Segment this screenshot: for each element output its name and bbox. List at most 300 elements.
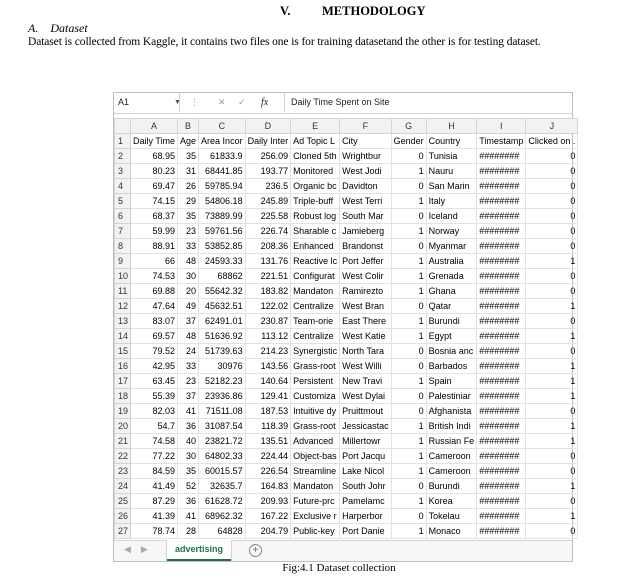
header-cell[interactable]: City xyxy=(340,134,392,149)
data-cell[interactable]: 77.22 xyxy=(131,449,178,464)
data-cell[interactable]: 48 xyxy=(178,254,199,269)
data-cell[interactable]: 1 xyxy=(391,164,426,179)
data-cell[interactable]: 55642.32 xyxy=(199,284,246,299)
row-header[interactable]: 5 xyxy=(115,194,131,209)
data-cell[interactable]: 1 xyxy=(526,374,578,389)
data-cell[interactable]: 30 xyxy=(178,269,199,284)
data-cell[interactable]: 208.36 xyxy=(245,239,291,254)
data-cell[interactable]: Enhanced xyxy=(291,239,340,254)
data-cell[interactable]: 1 xyxy=(391,494,426,509)
more-options-icon[interactable]: ⋮ xyxy=(190,97,199,107)
data-cell[interactable]: Centralize xyxy=(291,329,340,344)
row-header[interactable]: 23 xyxy=(115,464,131,479)
data-cell[interactable]: 68441.85 xyxy=(199,164,246,179)
data-cell[interactable]: ######## xyxy=(477,239,526,254)
data-cell[interactable]: 164.83 xyxy=(245,479,291,494)
data-cell[interactable]: 183.82 xyxy=(245,284,291,299)
data-cell[interactable]: Pruittmout xyxy=(340,404,392,419)
data-cell[interactable]: 1 xyxy=(526,419,578,434)
data-cell[interactable]: ######## xyxy=(477,149,526,164)
data-cell[interactable]: 82.03 xyxy=(131,404,178,419)
data-cell[interactable]: 0 xyxy=(391,404,426,419)
data-cell[interactable]: 23936.86 xyxy=(199,389,246,404)
header-cell[interactable]: Area Incor xyxy=(199,134,246,149)
data-cell[interactable]: 31 xyxy=(178,164,199,179)
data-cell[interactable]: 1 xyxy=(526,479,578,494)
data-cell[interactable]: South Mar xyxy=(340,209,392,224)
data-cell[interactable]: 26 xyxy=(178,179,199,194)
data-cell[interactable]: Robust log xyxy=(291,209,340,224)
header-cell[interactable]: Clicked on . xyxy=(526,134,578,149)
data-cell[interactable]: 62491.01 xyxy=(199,314,246,329)
data-cell[interactable]: Port Danie xyxy=(340,524,392,539)
data-cell[interactable]: 0 xyxy=(526,269,578,284)
data-cell[interactable]: 113.12 xyxy=(245,329,291,344)
data-cell[interactable]: 0 xyxy=(526,314,578,329)
column-header[interactable]: I xyxy=(477,119,526,134)
data-cell[interactable]: ######## xyxy=(477,404,526,419)
data-cell[interactable]: Grenada xyxy=(426,269,477,284)
data-cell[interactable]: 1 xyxy=(526,299,578,314)
data-cell[interactable]: Egypt xyxy=(426,329,477,344)
data-cell[interactable]: ######## xyxy=(477,389,526,404)
data-cell[interactable]: 37 xyxy=(178,389,199,404)
name-box[interactable]: A1 xyxy=(114,93,180,112)
data-cell[interactable]: Monitored xyxy=(291,164,340,179)
column-header[interactable]: H xyxy=(426,119,477,134)
data-cell[interactable]: Bosnia anc xyxy=(426,344,477,359)
data-cell[interactable]: Australia xyxy=(426,254,477,269)
data-cell[interactable]: 71511.08 xyxy=(199,404,246,419)
data-cell[interactable]: Tunisia xyxy=(426,149,477,164)
data-cell[interactable]: Triple-buff xyxy=(291,194,340,209)
data-cell[interactable]: 1 xyxy=(526,359,578,374)
data-cell[interactable]: 69.88 xyxy=(131,284,178,299)
data-cell[interactable]: 1 xyxy=(391,284,426,299)
data-cell[interactable]: Jamieberg xyxy=(340,224,392,239)
data-cell[interactable]: Ramirezto xyxy=(340,284,392,299)
row-header[interactable]: 26 xyxy=(115,509,131,524)
data-cell[interactable]: 1 xyxy=(391,269,426,284)
data-cell[interactable]: Ghana xyxy=(426,284,477,299)
row-header[interactable]: 10 xyxy=(115,269,131,284)
data-cell[interactable]: 0 xyxy=(391,209,426,224)
data-cell[interactable]: 0 xyxy=(526,404,578,419)
data-cell[interactable]: 74.53 xyxy=(131,269,178,284)
row-header[interactable]: 19 xyxy=(115,404,131,419)
data-cell[interactable]: 79.52 xyxy=(131,344,178,359)
data-cell[interactable]: Wrightbur xyxy=(340,149,392,164)
data-cell[interactable]: 135.51 xyxy=(245,434,291,449)
row-header[interactable]: 13 xyxy=(115,314,131,329)
data-cell[interactable]: 32635.7 xyxy=(199,479,246,494)
data-cell[interactable]: Harperbor xyxy=(340,509,392,524)
column-header[interactable]: C xyxy=(199,119,246,134)
data-cell[interactable]: 0 xyxy=(526,284,578,299)
data-cell[interactable]: 1 xyxy=(391,314,426,329)
data-cell[interactable]: ######## xyxy=(477,479,526,494)
data-cell[interactable]: 29 xyxy=(178,194,199,209)
data-cell[interactable]: Grass-root xyxy=(291,359,340,374)
row-header[interactable]: 25 xyxy=(115,494,131,509)
data-cell[interactable]: 204.79 xyxy=(245,524,291,539)
data-cell[interactable]: ######## xyxy=(477,359,526,374)
data-cell[interactable]: Barbados xyxy=(426,359,477,374)
data-cell[interactable]: 23821.72 xyxy=(199,434,246,449)
data-cell[interactable]: 1 xyxy=(391,419,426,434)
data-cell[interactable]: 69.57 xyxy=(131,329,178,344)
data-cell[interactable]: New Travi xyxy=(340,374,392,389)
data-cell[interactable]: West Dylai xyxy=(340,389,392,404)
data-cell[interactable]: 24593.33 xyxy=(199,254,246,269)
row-header[interactable]: 7 xyxy=(115,224,131,239)
column-header[interactable]: F xyxy=(340,119,392,134)
data-cell[interactable]: 1 xyxy=(391,194,426,209)
data-cell[interactable]: Port Jeffer xyxy=(340,254,392,269)
data-cell[interactable]: 87.29 xyxy=(131,494,178,509)
data-cell[interactable]: ######## xyxy=(477,509,526,524)
check-icon[interactable]: ✓ xyxy=(238,97,246,107)
data-cell[interactable]: 0 xyxy=(526,194,578,209)
data-cell[interactable]: 0 xyxy=(391,179,426,194)
data-cell[interactable]: 118.39 xyxy=(245,419,291,434)
data-cell[interactable]: 55.39 xyxy=(131,389,178,404)
data-cell[interactable]: ######## xyxy=(477,434,526,449)
data-cell[interactable]: Spain xyxy=(426,374,477,389)
data-cell[interactable]: Intuitive dy xyxy=(291,404,340,419)
data-cell[interactable]: 45632.51 xyxy=(199,299,246,314)
data-cell[interactable]: 36 xyxy=(178,419,199,434)
row-header[interactable]: 8 xyxy=(115,239,131,254)
data-cell[interactable]: 1 xyxy=(526,434,578,449)
data-cell[interactable]: Persistent xyxy=(291,374,340,389)
row-header[interactable]: 4 xyxy=(115,179,131,194)
data-cell[interactable]: Mandaton xyxy=(291,284,340,299)
header-cell[interactable]: Gender xyxy=(391,134,426,149)
data-cell[interactable]: 1 xyxy=(391,449,426,464)
data-cell[interactable]: 60015.57 xyxy=(199,464,246,479)
row-header[interactable]: 17 xyxy=(115,374,131,389)
data-cell[interactable]: 30976 xyxy=(199,359,246,374)
data-cell[interactable]: Team-orie xyxy=(291,314,340,329)
data-cell[interactable]: Port Jacqu xyxy=(340,449,392,464)
data-cell[interactable]: 0 xyxy=(391,479,426,494)
data-cell[interactable]: Advanced xyxy=(291,434,340,449)
data-cell[interactable]: 221.51 xyxy=(245,269,291,284)
data-cell[interactable]: 23 xyxy=(178,224,199,239)
data-cell[interactable]: ######## xyxy=(477,314,526,329)
data-cell[interactable]: Cameroon xyxy=(426,464,477,479)
data-cell[interactable]: Russian Fe xyxy=(426,434,477,449)
data-cell[interactable]: Palestiniar xyxy=(426,389,477,404)
data-cell[interactable]: 0 xyxy=(391,509,426,524)
data-cell[interactable]: North Tara xyxy=(340,344,392,359)
data-cell[interactable]: 225.58 xyxy=(245,209,291,224)
header-cell[interactable]: Ad Topic L xyxy=(291,134,340,149)
data-cell[interactable]: ######## xyxy=(477,284,526,299)
data-cell[interactable]: 84.59 xyxy=(131,464,178,479)
data-cell[interactable]: 37 xyxy=(178,314,199,329)
data-cell[interactable]: ######## xyxy=(477,209,526,224)
data-cell[interactable]: 122.02 xyxy=(245,299,291,314)
data-cell[interactable]: Synergistic xyxy=(291,344,340,359)
add-sheet-icon[interactable]: + xyxy=(249,544,262,557)
sheet-tab-advertising[interactable]: advertising xyxy=(167,540,231,561)
chevron-down-icon[interactable]: ▼ xyxy=(174,99,181,106)
data-cell[interactable]: 59785.94 xyxy=(199,179,246,194)
data-cell[interactable]: 0 xyxy=(526,344,578,359)
data-cell[interactable]: West Katie xyxy=(340,329,392,344)
column-header[interactable]: J xyxy=(526,119,578,134)
row-header[interactable]: 18 xyxy=(115,389,131,404)
row-header[interactable]: 24 xyxy=(115,479,131,494)
data-cell[interactable]: 52 xyxy=(178,479,199,494)
data-cell[interactable]: Sharable c xyxy=(291,224,340,239)
data-cell[interactable]: 51739.63 xyxy=(199,344,246,359)
data-cell[interactable]: 41.49 xyxy=(131,479,178,494)
row-header[interactable]: 15 xyxy=(115,344,131,359)
data-cell[interactable]: Future-prc xyxy=(291,494,340,509)
data-cell[interactable]: 41.39 xyxy=(131,509,178,524)
column-header[interactable]: G xyxy=(391,119,426,134)
data-cell[interactable]: West Jodi xyxy=(340,164,392,179)
data-cell[interactable]: 1 xyxy=(526,254,578,269)
column-header[interactable]: B xyxy=(178,119,199,134)
data-cell[interactable]: 245.89 xyxy=(245,194,291,209)
data-cell[interactable]: 214.23 xyxy=(245,344,291,359)
cancel-icon[interactable]: ✕ xyxy=(218,97,226,107)
data-cell[interactable]: 64828 xyxy=(199,524,246,539)
data-cell[interactable]: 1 xyxy=(391,374,426,389)
data-cell[interactable]: Myanmar xyxy=(426,239,477,254)
data-cell[interactable]: Millertowr xyxy=(340,434,392,449)
header-cell[interactable]: Daily Time xyxy=(131,134,178,149)
row-header[interactable]: 9 xyxy=(115,254,131,269)
data-cell[interactable]: 52182.23 xyxy=(199,374,246,389)
data-cell[interactable]: 1 xyxy=(526,329,578,344)
header-cell[interactable]: Daily Inter xyxy=(245,134,291,149)
header-cell[interactable]: Age xyxy=(178,134,199,149)
row-header[interactable]: 11 xyxy=(115,284,131,299)
column-header[interactable]: E xyxy=(291,119,340,134)
data-cell[interactable]: 0 xyxy=(526,209,578,224)
data-cell[interactable]: Public-key xyxy=(291,524,340,539)
row-header[interactable]: 12 xyxy=(115,299,131,314)
data-cell[interactable]: 30 xyxy=(178,449,199,464)
data-cell[interactable]: West Terri xyxy=(340,194,392,209)
data-cell[interactable]: 74.58 xyxy=(131,434,178,449)
data-cell[interactable]: 68.37 xyxy=(131,209,178,224)
data-cell[interactable]: 0 xyxy=(526,524,578,539)
data-cell[interactable]: British Indi xyxy=(426,419,477,434)
row-header[interactable]: 20 xyxy=(115,419,131,434)
data-cell[interactable]: Tokelau xyxy=(426,509,477,524)
data-cell[interactable]: 0 xyxy=(391,344,426,359)
data-cell[interactable]: 1 xyxy=(391,254,426,269)
data-cell[interactable]: Korea xyxy=(426,494,477,509)
data-cell[interactable]: San Marin xyxy=(426,179,477,194)
data-cell[interactable]: Afghanista xyxy=(426,404,477,419)
data-cell[interactable]: ######## xyxy=(477,449,526,464)
data-cell[interactable]: 256.09 xyxy=(245,149,291,164)
data-cell[interactable]: 230.87 xyxy=(245,314,291,329)
data-cell[interactable]: 36 xyxy=(178,494,199,509)
formula-input[interactable]: Daily Time Spent on Site xyxy=(284,93,390,112)
data-cell[interactable]: Qatar xyxy=(426,299,477,314)
data-cell[interactable]: ######## xyxy=(477,269,526,284)
data-cell[interactable]: 48 xyxy=(178,329,199,344)
data-cell[interactable]: 224.44 xyxy=(245,449,291,464)
data-cell[interactable]: 33 xyxy=(178,359,199,374)
data-cell[interactable]: Exclusive r xyxy=(291,509,340,524)
data-cell[interactable]: 41 xyxy=(178,404,199,419)
data-cell[interactable]: 129.41 xyxy=(245,389,291,404)
data-cell[interactable]: 193.77 xyxy=(245,164,291,179)
data-cell[interactable]: 0 xyxy=(526,224,578,239)
data-cell[interactable]: Reactive lc xyxy=(291,254,340,269)
data-cell[interactable]: 0 xyxy=(391,299,426,314)
data-cell[interactable]: Cameroon xyxy=(426,449,477,464)
data-cell[interactable]: ######## xyxy=(477,464,526,479)
data-cell[interactable]: ######## xyxy=(477,224,526,239)
data-cell[interactable]: Burundi xyxy=(426,479,477,494)
data-cell[interactable]: 0 xyxy=(391,149,426,164)
data-cell[interactable]: 68.95 xyxy=(131,149,178,164)
data-cell[interactable]: 64802.33 xyxy=(199,449,246,464)
data-cell[interactable]: 68962.32 xyxy=(199,509,246,524)
column-header[interactable]: D xyxy=(245,119,291,134)
data-cell[interactable]: 78.74 xyxy=(131,524,178,539)
data-cell[interactable]: 51636.92 xyxy=(199,329,246,344)
row-header[interactable]: 16 xyxy=(115,359,131,374)
select-all-corner[interactable] xyxy=(115,119,131,134)
data-cell[interactable]: Italy xyxy=(426,194,477,209)
row-header[interactable]: 22 xyxy=(115,449,131,464)
data-cell[interactable]: 0 xyxy=(391,359,426,374)
data-cell[interactable]: 61628.72 xyxy=(199,494,246,509)
data-cell[interactable]: 226.74 xyxy=(245,224,291,239)
data-cell[interactable]: South Johr xyxy=(340,479,392,494)
row-header[interactable]: 6 xyxy=(115,209,131,224)
data-cell[interactable]: 74.15 xyxy=(131,194,178,209)
data-cell[interactable]: Organic bc xyxy=(291,179,340,194)
data-cell[interactable]: 63.45 xyxy=(131,374,178,389)
data-cell[interactable]: West Bran xyxy=(340,299,392,314)
data-cell[interactable]: 23 xyxy=(178,374,199,389)
data-cell[interactable]: 66 xyxy=(131,254,178,269)
data-cell[interactable]: 1 xyxy=(391,524,426,539)
data-cell[interactable]: 28 xyxy=(178,524,199,539)
data-cell[interactable]: Mandaton xyxy=(291,479,340,494)
data-cell[interactable]: 24 xyxy=(178,344,199,359)
data-cell[interactable]: 35 xyxy=(178,464,199,479)
data-cell[interactable]: 1 xyxy=(526,509,578,524)
data-cell[interactable]: 1 xyxy=(391,329,426,344)
data-cell[interactable]: 0 xyxy=(526,449,578,464)
data-cell[interactable]: Brandonst xyxy=(340,239,392,254)
fx-label[interactable]: fx xyxy=(261,97,269,108)
row-header[interactable]: 27 xyxy=(115,524,131,539)
data-cell[interactable]: 31087.54 xyxy=(199,419,246,434)
column-header[interactable]: A xyxy=(131,119,178,134)
row-header[interactable]: 2 xyxy=(115,149,131,164)
data-cell[interactable]: Lake Nicol xyxy=(340,464,392,479)
data-cell[interactable]: Centralize xyxy=(291,299,340,314)
row-header[interactable]: 3 xyxy=(115,164,131,179)
data-cell[interactable]: ######## xyxy=(477,524,526,539)
data-cell[interactable]: Pamelamc xyxy=(340,494,392,509)
data-cell[interactable]: Object-bas xyxy=(291,449,340,464)
data-cell[interactable]: ######## xyxy=(477,194,526,209)
data-cell[interactable]: ######## xyxy=(477,344,526,359)
data-cell[interactable]: 0 xyxy=(391,389,426,404)
data-cell[interactable]: 54.7 xyxy=(131,419,178,434)
row-header[interactable]: 1 xyxy=(115,134,131,149)
data-cell[interactable]: Cloned 5th xyxy=(291,149,340,164)
data-cell[interactable]: 0 xyxy=(391,239,426,254)
data-cell[interactable]: 187.53 xyxy=(245,404,291,419)
data-cell[interactable]: ######## xyxy=(477,179,526,194)
data-cell[interactable]: 35 xyxy=(178,209,199,224)
data-cell[interactable]: Norway xyxy=(426,224,477,239)
data-cell[interactable]: Configurat xyxy=(291,269,340,284)
data-cell[interactable]: 0 xyxy=(526,179,578,194)
data-cell[interactable]: 0 xyxy=(526,164,578,179)
data-cell[interactable]: 80.23 xyxy=(131,164,178,179)
data-cell[interactable]: 54806.18 xyxy=(199,194,246,209)
header-cell[interactable]: Timestamp xyxy=(477,134,526,149)
data-cell[interactable]: Davidton xyxy=(340,179,392,194)
data-cell[interactable]: 41 xyxy=(178,509,199,524)
data-cell[interactable]: 47.64 xyxy=(131,299,178,314)
data-cell[interactable]: ######## xyxy=(477,164,526,179)
data-cell[interactable]: West Willi xyxy=(340,359,392,374)
data-cell[interactable]: West Colir xyxy=(340,269,392,284)
data-cell[interactable]: 83.07 xyxy=(131,314,178,329)
data-cell[interactable]: 69.47 xyxy=(131,179,178,194)
data-cell[interactable]: 40 xyxy=(178,434,199,449)
data-cell[interactable]: Jessicastac xyxy=(340,419,392,434)
data-cell[interactable]: 1 xyxy=(526,389,578,404)
data-cell[interactable]: 131.76 xyxy=(245,254,291,269)
data-cell[interactable]: 33 xyxy=(178,239,199,254)
data-cell[interactable]: 59.99 xyxy=(131,224,178,239)
data-cell[interactable]: 42.95 xyxy=(131,359,178,374)
data-cell[interactable]: 53852.85 xyxy=(199,239,246,254)
row-header[interactable]: 14 xyxy=(115,329,131,344)
data-cell[interactable]: 1 xyxy=(391,224,426,239)
data-cell[interactable]: 226.54 xyxy=(245,464,291,479)
data-cell[interactable]: 68862 xyxy=(199,269,246,284)
data-cell[interactable]: 61833.9 xyxy=(199,149,246,164)
data-cell[interactable]: Customiza xyxy=(291,389,340,404)
data-cell[interactable]: 167.22 xyxy=(245,509,291,524)
data-cell[interactable]: 20 xyxy=(178,284,199,299)
data-cell[interactable]: Grass-root xyxy=(291,419,340,434)
data-cell[interactable]: 0 xyxy=(526,149,578,164)
data-cell[interactable]: 1 xyxy=(391,434,426,449)
data-cell[interactable]: Streamline xyxy=(291,464,340,479)
data-cell[interactable]: ######## xyxy=(477,494,526,509)
data-cell[interactable]: ######## xyxy=(477,374,526,389)
data-cell[interactable]: 0 xyxy=(526,464,578,479)
data-cell[interactable]: 209.93 xyxy=(245,494,291,509)
data-cell[interactable]: 73889.99 xyxy=(199,209,246,224)
row-header[interactable]: 21 xyxy=(115,434,131,449)
sheet-nav-arrows-icon[interactable]: ◀▶ xyxy=(124,544,158,554)
data-cell[interactable]: 143.56 xyxy=(245,359,291,374)
data-cell[interactable]: 0 xyxy=(526,239,578,254)
